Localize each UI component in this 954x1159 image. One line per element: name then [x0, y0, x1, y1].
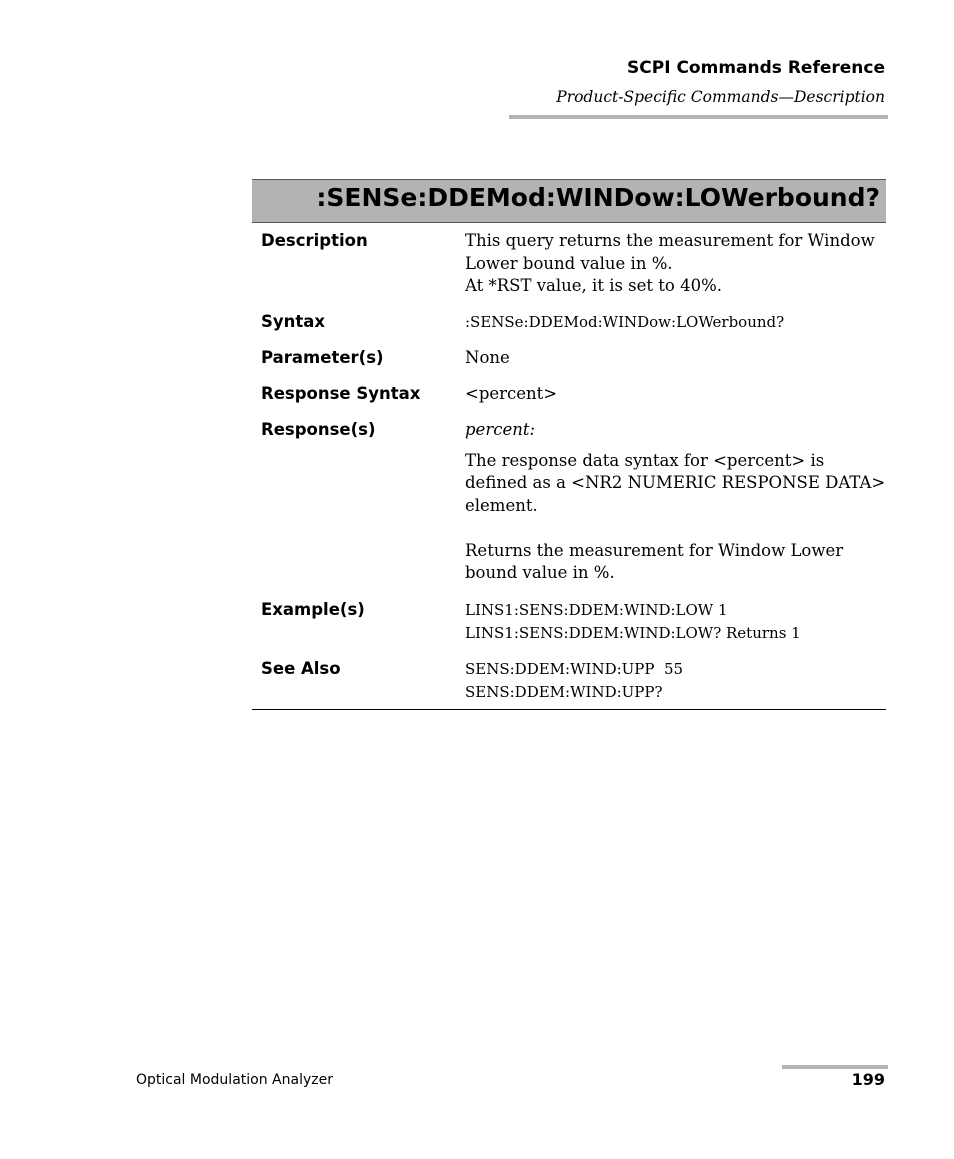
examples-label: Example(s): [261, 600, 365, 619]
response-line: The response data syntax for <percent> is: [465, 450, 825, 470]
description-line: Lower bound value in %.: [465, 253, 673, 273]
page-number: 199: [851, 1070, 885, 1089]
description-label: Description: [261, 231, 368, 250]
syntax-label: Syntax: [261, 312, 326, 331]
responses-label: Response(s): [261, 420, 376, 439]
see-also-line: SENS:DDEM:WIND:UPP 55: [465, 660, 684, 678]
response-syntax-text: <percent>: [465, 384, 558, 403]
parameters-text: None: [465, 348, 510, 367]
example-line: LINS1:SENS:DDEM:WIND:LOW? Returns 1: [465, 623, 801, 642]
response-line: Returns the measurement for Window Lower: [465, 540, 844, 560]
description-value: [465, 230, 885, 298]
parameters-value: [465, 347, 885, 370]
spacer: [465, 517, 885, 540]
table-bottom-rule: [252, 709, 886, 710]
response-line: defined as a <NR2 NUMERIC RESPONSE DATA>: [465, 473, 886, 492]
syntax-value: [465, 311, 885, 334]
response-syntax-value: [465, 383, 885, 406]
response-syntax-label: Response Syntax: [261, 384, 421, 403]
see-also-value: [465, 658, 885, 703]
response-line: bound value in %.: [465, 563, 615, 582]
syntax-text: :SENSe:DDEMod:WINDow:LOWerbound?: [465, 313, 785, 331]
command-title-bar: [252, 179, 886, 223]
responses-value: [465, 419, 885, 585]
footer-product: Optical Modulation Analyzer: [136, 1072, 333, 1088]
parameters-label: Parameter(s): [261, 348, 384, 367]
response-line: element.: [465, 495, 538, 515]
response-param-name: percent:: [465, 420, 536, 439]
header-subtitle: Product-Specific Commands—Description: [556, 88, 885, 106]
examples-value: [465, 599, 885, 644]
description-line: At *RST value, it is set to 40%.: [465, 276, 723, 295]
header-rule: [509, 115, 888, 119]
header-title: SCPI Commands Reference: [627, 58, 885, 78]
footer-rule: [782, 1065, 888, 1069]
see-also-line: SENS:DDEM:WIND:UPP?: [465, 682, 663, 701]
command-title: :SENSe:DDEMod:WINDow:LOWerbound?: [316, 183, 880, 212]
see-also-label: See Also: [261, 659, 341, 678]
description-line: This query returns the measurement for Window: [465, 231, 875, 250]
example-line: LINS1:SENS:DDEM:WIND:LOW 1: [465, 601, 728, 619]
